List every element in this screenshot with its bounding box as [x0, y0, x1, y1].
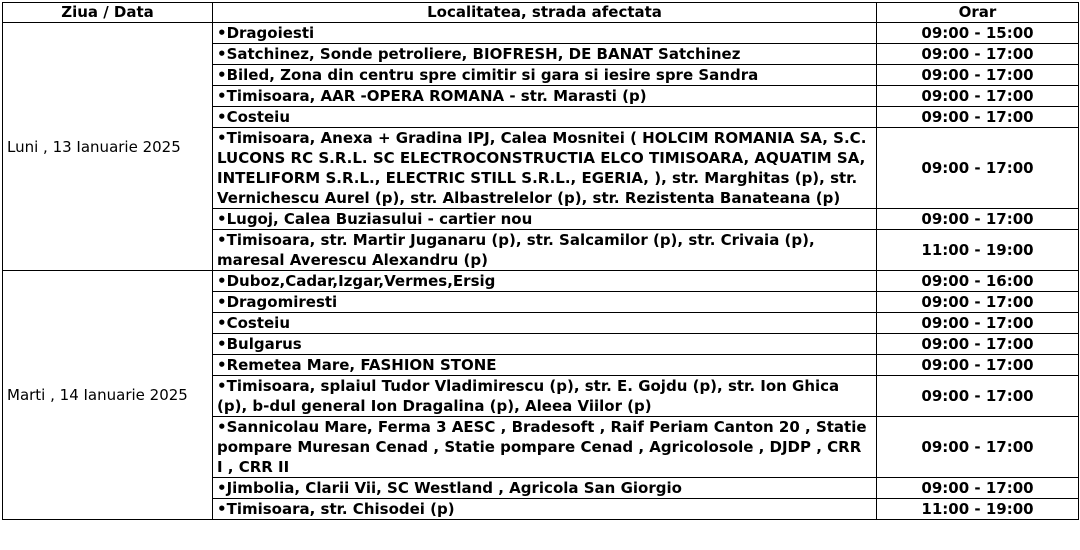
time-cell: 09:00 - 17:00	[877, 209, 1079, 230]
time-cell: 11:00 - 19:00	[877, 230, 1079, 271]
time-cell: 09:00 - 17:00	[877, 86, 1079, 107]
location-cell: •Costeiu	[213, 313, 877, 334]
location-cell: •Timisoara, str. Chisodei (p)	[213, 499, 877, 520]
time-cell: 09:00 - 16:00	[877, 271, 1079, 292]
table-row	[3, 271, 1079, 292]
location-cell: •Timisoara, splaiul Tudor Vladimirescu (p), str. E. Gojdu (p), str. Ion Ghica (p), b-dul general Ion Dragalina (p), Aleea Viilor (p)	[213, 376, 877, 417]
outage-schedule-table	[2, 2, 1079, 520]
time-cell: 09:00 - 15:00	[877, 23, 1079, 44]
time-cell: 09:00 - 17:00	[877, 107, 1079, 128]
time-cell: 09:00 - 17:00	[877, 44, 1079, 65]
header-location: Localitatea, strada afectata	[213, 3, 877, 23]
location-cell: •Timisoara, AAR -OPERA ROMANA - str. Marasti (p)	[213, 86, 877, 107]
location-cell: •Lugoj, Calea Buziasului - cartier nou	[213, 209, 877, 230]
time-cell: 09:00 - 17:00	[877, 128, 1079, 209]
location-cell: •Dragoiesti	[213, 23, 877, 44]
time-cell: 09:00 - 17:00	[877, 292, 1079, 313]
location-cell: •Biled, Zona din centru spre cimitir si gara si iesire spre Sandra	[213, 65, 877, 86]
header-time: Orar	[877, 3, 1079, 23]
time-cell: 09:00 - 17:00	[877, 376, 1079, 417]
time-cell: 09:00 - 17:00	[877, 334, 1079, 355]
location-cell: •Timisoara, str. Martir Juganaru (p), str. Salcamilor (p), str. Crivaia (p), maresal Averescu Alexandru (p)	[213, 230, 877, 271]
location-cell: •Sannicolau Mare, Ferma 3 AESC , Bradesoft , Raif Periam Canton 20 , Statie pompare Muresan Cenad , Statie pompare Cenad , Agricolosole , DJDP , CRR I , CRR II	[213, 417, 877, 478]
day-cell: Marti , 14 Ianuarie 2025	[3, 271, 213, 520]
location-cell: •Dragomiresti	[213, 292, 877, 313]
header-row	[3, 3, 1079, 23]
location-cell: •Remetea Mare, FASHION STONE	[213, 355, 877, 376]
location-cell: •Jimbolia, Clarii Vii, SC Westland , Agricola San Giorgio	[213, 478, 877, 499]
location-cell: •Duboz,Cadar,Izgar,Vermes,Ersig	[213, 271, 877, 292]
time-cell: 09:00 - 17:00	[877, 65, 1079, 86]
location-cell: •Bulgarus	[213, 334, 877, 355]
table-row	[3, 23, 1079, 44]
time-cell: 09:00 - 17:00	[877, 478, 1079, 499]
time-cell: 11:00 - 19:00	[877, 499, 1079, 520]
header-day: Ziua / Data	[3, 3, 213, 23]
time-cell: 09:00 - 17:00	[877, 355, 1079, 376]
location-cell: •Costeiu	[213, 107, 877, 128]
time-cell: 09:00 - 17:00	[877, 417, 1079, 478]
time-cell: 09:00 - 17:00	[877, 313, 1079, 334]
day-cell: Luni , 13 Ianuarie 2025	[3, 23, 213, 271]
location-cell: •Satchinez, Sonde petroliere, BIOFRESH, DE BANAT Satchinez	[213, 44, 877, 65]
location-cell: •Timisoara, Anexa + Gradina IPJ, Calea Mosnitei ( HOLCIM ROMANIA SA, S.C. LUCONS RC S.R.L. SC ELECTROCONSTRUCTIA ELCO TIMISOARA, AQUATIM SA, INTELIFORM S.R.L., ELECTRIC STILL S.R.L., EGERIA, ), str. Marghitas (p), str. Vernichescu Aurel (p), str. Albastrelelor (p), str. Rezistenta Banateana (p)	[213, 128, 877, 209]
